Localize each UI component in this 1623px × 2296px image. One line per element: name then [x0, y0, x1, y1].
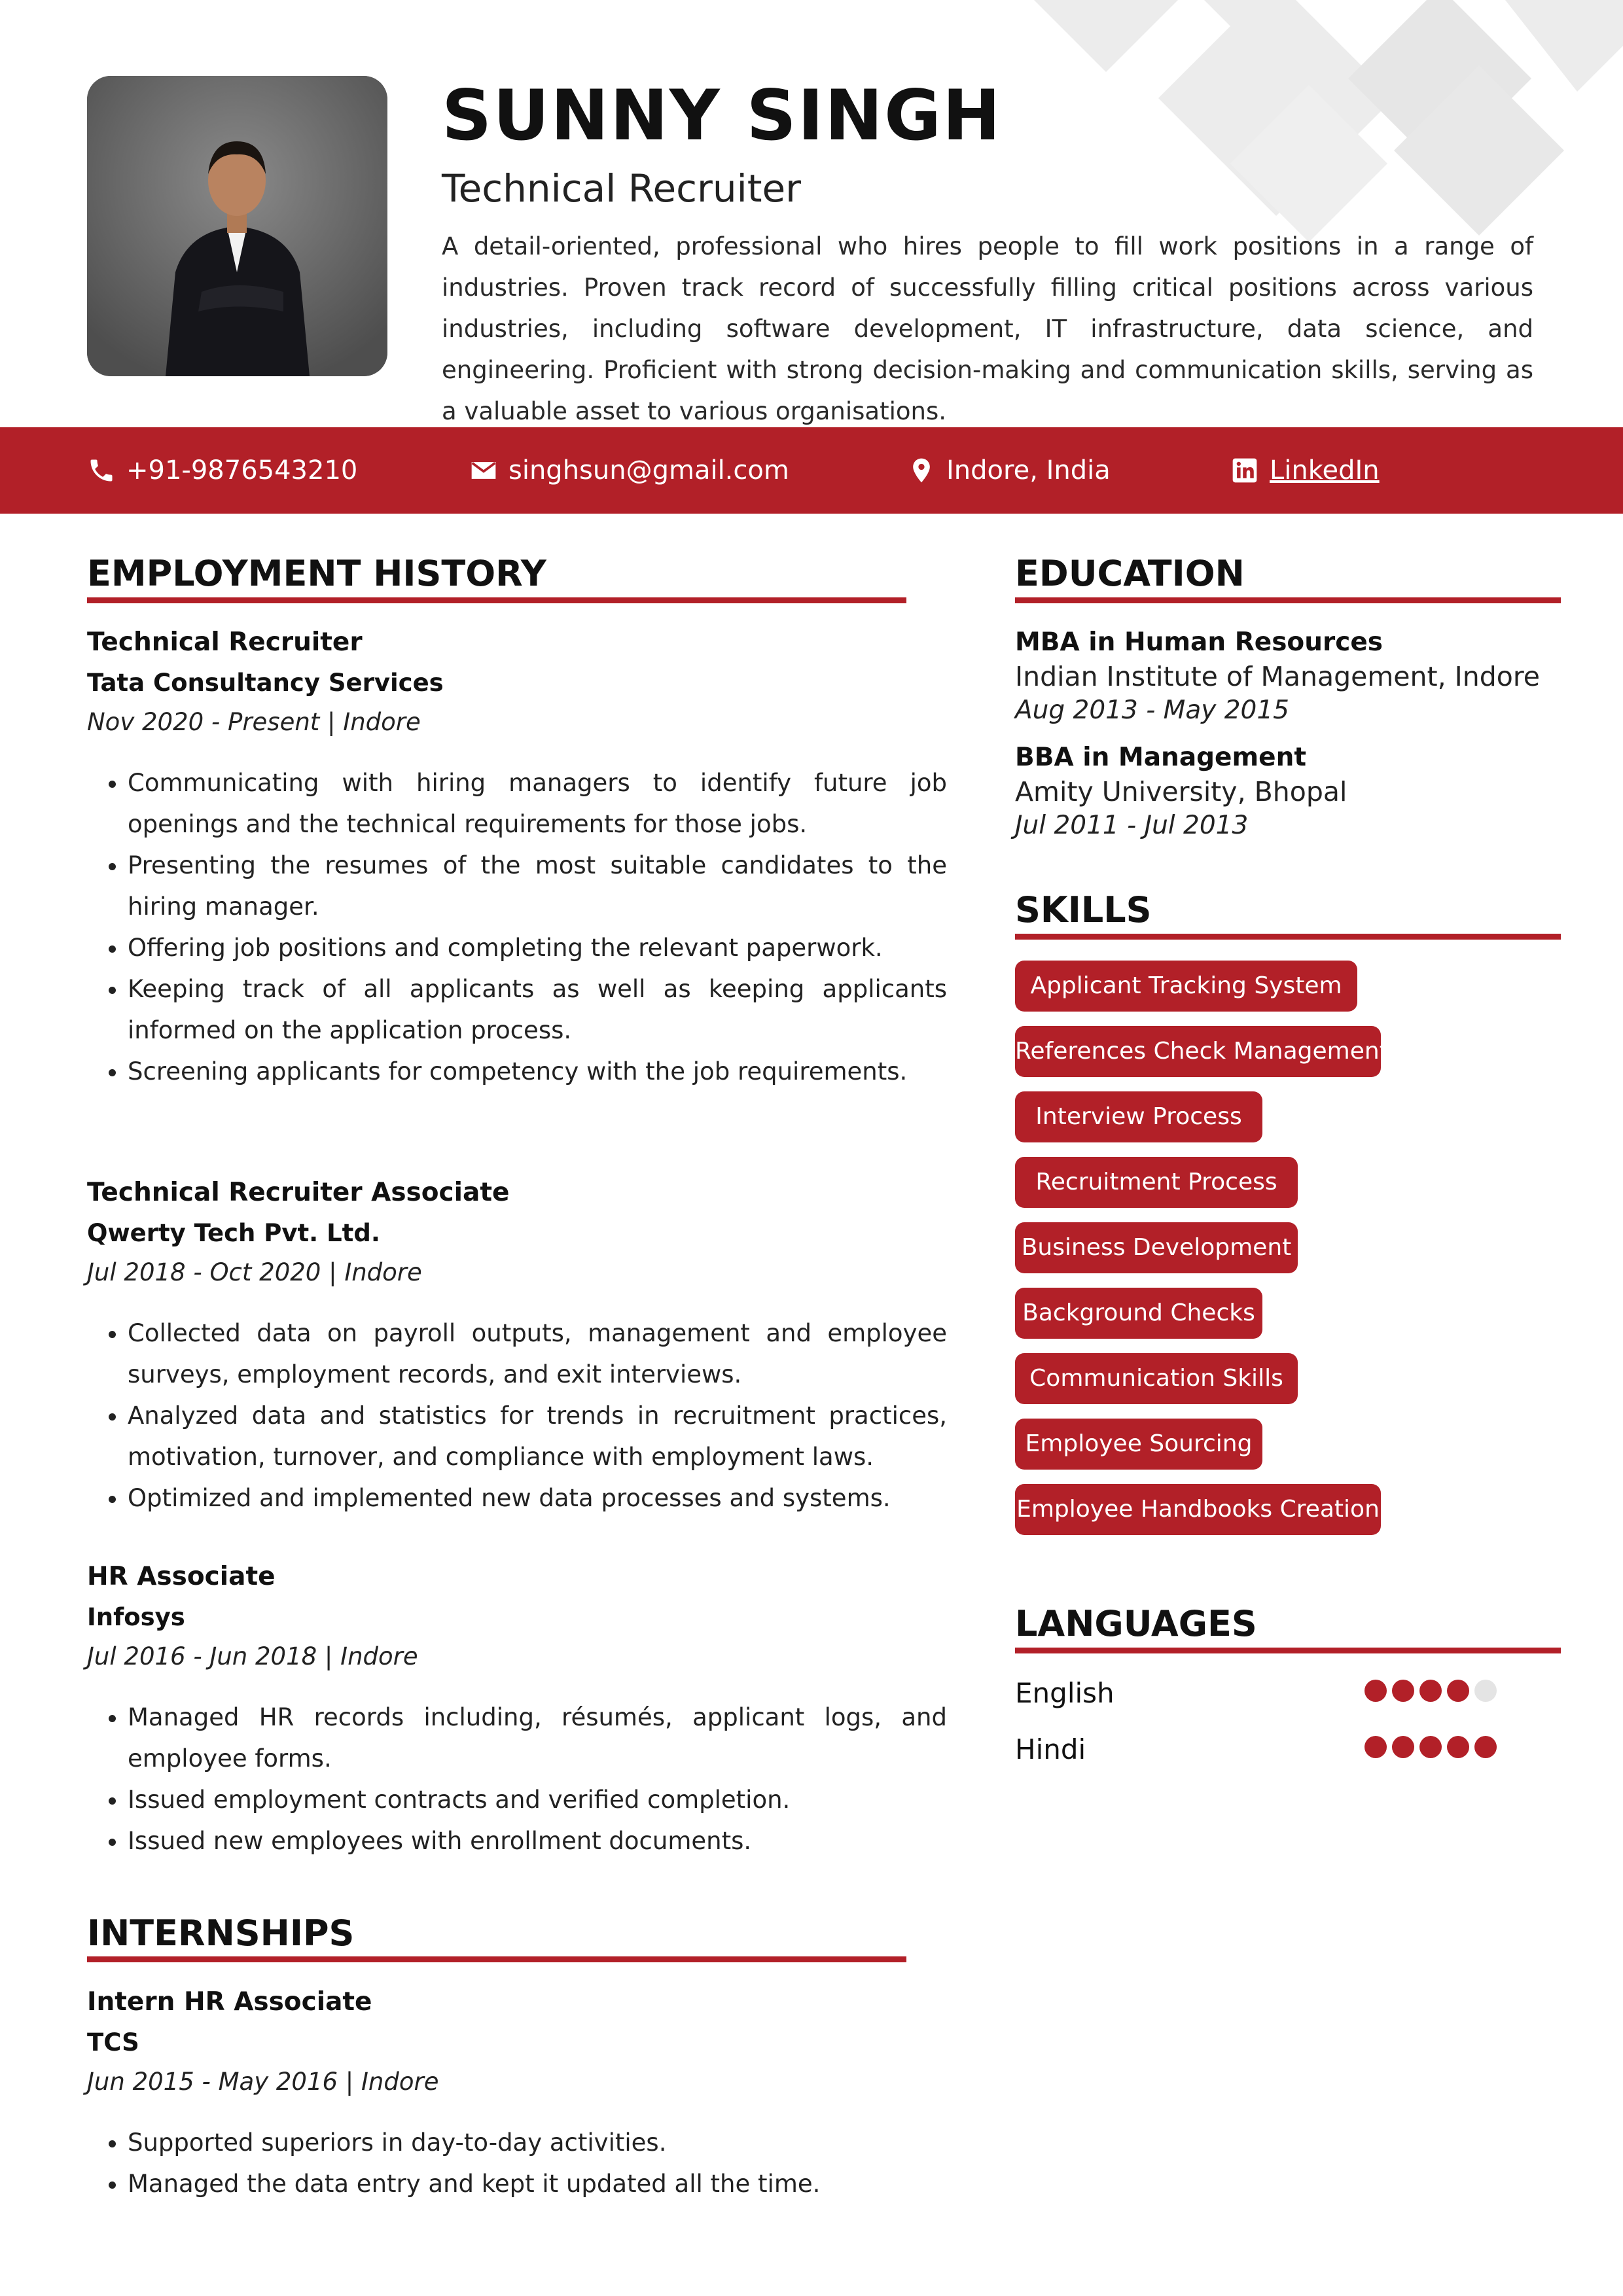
linkedin-link[interactable]: LinkedIn	[1270, 455, 1380, 486]
section-rule	[1015, 934, 1561, 940]
section-title-internships: INTERNSHIPS	[87, 1913, 355, 1954]
proficiency-dot	[1474, 1736, 1497, 1758]
contact-linkedin[interactable]	[1230, 427, 1380, 514]
education-period: Aug 2013 - May 2015	[1015, 696, 1289, 725]
job-company: Tata Consultancy Services	[87, 669, 444, 697]
proficiency-dot	[1447, 1680, 1469, 1702]
candidate-name: SUNNY SINGH	[442, 75, 1002, 156]
internship-role: Intern HR Associate	[87, 1987, 372, 2017]
list-item: • Communicating with hiring managers to identify future job openings and the technical requirements for those jobs.	[128, 762, 947, 845]
contact-phone[interactable]	[87, 427, 357, 514]
proficiency-dot	[1392, 1680, 1414, 1702]
list-item: • Managed HR records including, résumés, applicant logs, and employee forms.	[128, 1697, 947, 1779]
internship-period: Jun 2015 - May 2016 | Indore	[87, 2068, 439, 2096]
skill-tag: Business Development	[1015, 1222, 1298, 1273]
section-rule	[1015, 597, 1561, 603]
list-item: • Supported superiors in day-to-day activities.	[128, 2122, 947, 2163]
list-item: • Managed the data entry and kept it updated all the time.	[128, 2163, 947, 2204]
language-name: English	[1015, 1677, 1115, 1709]
education-school: Amity University, Bhopal	[1015, 776, 1347, 807]
job-bullets	[87, 762, 947, 1092]
skill-tag: Communication Skills	[1015, 1353, 1298, 1404]
skill-tag: Recruitment Process	[1015, 1157, 1298, 1208]
skill-tag: Applicant Tracking System	[1015, 961, 1357, 1012]
proficiency-dot	[1447, 1736, 1469, 1758]
job-company: Qwerty Tech Pvt. Ltd.	[87, 1219, 380, 1247]
language-level-english	[1364, 1680, 1497, 1702]
list-item: • Issued new employees with enrollment documents.	[128, 1820, 947, 1862]
job-period: Nov 2020 - Present | Indore	[87, 708, 421, 736]
internship-bullets	[87, 2122, 947, 2204]
list-item: • Keeping track of all applicants as well as keeping applicants informed on the application process.	[128, 968, 947, 1051]
list-item: • Analyzed data and statistics for trends in recruitment practices, motivation, turnover, and compliance with employment laws.	[128, 1395, 947, 1477]
skill-tag: Interview Process	[1015, 1091, 1262, 1142]
location-text: Indore, India	[946, 455, 1111, 486]
job-role: HR Associate	[87, 1562, 276, 1591]
proficiency-dot	[1392, 1736, 1414, 1758]
education-degree: MBA in Human Resources	[1015, 627, 1383, 657]
proficiency-dot	[1474, 1680, 1497, 1702]
job-company: Infosys	[87, 1603, 185, 1631]
proficiency-dot	[1419, 1736, 1442, 1758]
section-rule	[87, 597, 906, 603]
job-bullets	[87, 1697, 947, 1862]
skill-tag: References Check Management	[1015, 1026, 1381, 1077]
proficiency-dot	[1364, 1736, 1387, 1758]
list-item: • Optimized and implemented new data processes and systems.	[128, 1477, 947, 1519]
list-item: • Issued employment contracts and verified completion.	[128, 1779, 947, 1820]
phone-number: +91-9876543210	[126, 455, 358, 486]
proficiency-dot	[1419, 1680, 1442, 1702]
job-period: Jul 2016 - Jun 2018 | Indore	[87, 1642, 418, 1670]
education-degree: BBA in Management	[1015, 743, 1306, 772]
section-title-employment: EMPLOYMENT HISTORY	[87, 553, 546, 594]
skill-tag: Employee Handbooks Creation	[1015, 1484, 1381, 1535]
job-bullets	[87, 1313, 947, 1519]
profile-photo	[87, 76, 387, 376]
list-item: • Collected data on payroll outputs, management and employee surveys, employment records, and exit interviews.	[128, 1313, 947, 1395]
candidate-title: Technical Recruiter	[442, 166, 802, 211]
list-item: • Offering job positions and completing the relevant paperwork.	[128, 927, 947, 968]
mail-icon	[469, 456, 498, 485]
linkedin-icon	[1230, 456, 1259, 485]
contact-email[interactable]	[469, 427, 789, 514]
job-role: Technical Recruiter Associate	[87, 1178, 510, 1207]
job-role: Technical Recruiter	[87, 627, 363, 657]
job-period: Jul 2018 - Oct 2020 | Indore	[87, 1258, 422, 1286]
person-silhouette-icon	[87, 76, 387, 376]
contact-location	[907, 427, 1111, 514]
language-level-hindi	[1364, 1736, 1497, 1758]
location-pin-icon	[907, 456, 936, 485]
phone-icon	[87, 456, 116, 485]
skill-tag: Employee Sourcing	[1015, 1419, 1262, 1470]
list-item: • Presenting the resumes of the most suitable candidates to the hiring manager.	[128, 845, 947, 927]
internship-company: TCS	[87, 2028, 139, 2057]
education-period: Jul 2011 - Jul 2013	[1015, 811, 1249, 840]
section-title-skills: SKILLS	[1015, 889, 1152, 930]
list-item: • Screening applicants for competency with the job requirements.	[128, 1051, 947, 1092]
section-rule	[87, 1956, 906, 1962]
proficiency-dot	[1364, 1680, 1387, 1702]
section-title-education: EDUCATION	[1015, 553, 1245, 594]
email-address: singhsun@gmail.com	[508, 455, 789, 486]
section-rule	[1015, 1648, 1561, 1653]
skill-tag: Background Checks	[1015, 1288, 1262, 1339]
section-title-languages: LANGUAGES	[1015, 1603, 1257, 1644]
language-name: Hindi	[1015, 1733, 1086, 1765]
education-school: Indian Institute of Management, Indore	[1015, 661, 1541, 692]
profile-summary: A detail-oriented, professional who hires people to fill work positions in a range of industries. Proven track record of successfully filling critical positions across various industries, including software development, IT infrastructure, data science, and engineering. Proficient with strong decision-making and communication skills, serving as a valuable asset to various organisations.	[442, 232, 1533, 425]
